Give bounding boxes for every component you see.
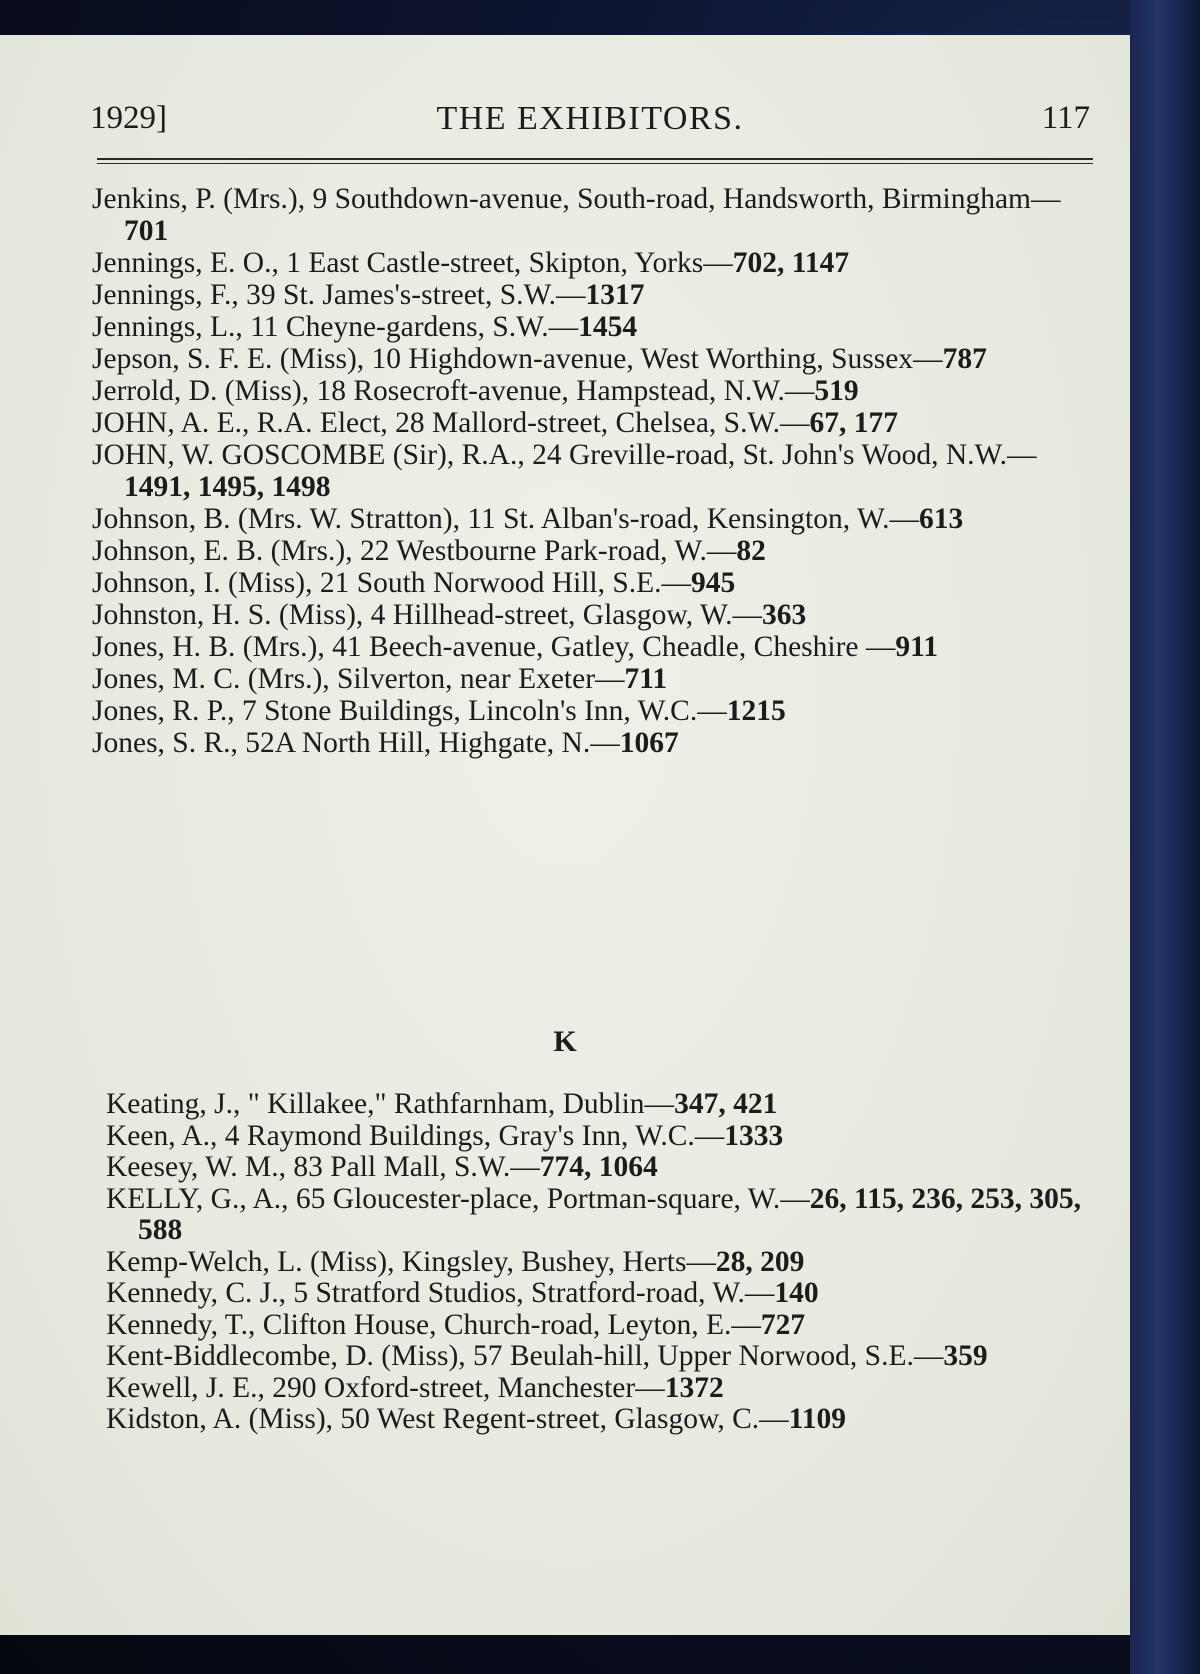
- exhibitor-address: Kemp-Welch, L. (Miss), Kingsley, Bushey, Herts—: [106, 1245, 716, 1278]
- exhibitor-address: Kennedy, T., Clifton House, Church-road, Leyton, E.—: [106, 1308, 761, 1341]
- catalogue-numbers: 787: [942, 343, 987, 375]
- exhibitor-address: Johnson, B. (Mrs. W. Stratton), 11 St. Alban's-road, Kensington, W.—: [92, 503, 919, 535]
- catalogue-numbers: 28, 209: [715, 1245, 805, 1278]
- exhibitor-entry: [92, 311, 1098, 343]
- exhibitor-address: Jennings, E. O., 1 East Castle-street, Skipton, Yorks—: [92, 247, 733, 279]
- catalogue-numbers: 1491, 1495, 1498: [124, 471, 331, 503]
- exhibitor-address: JOHN, A. E., R.A. Elect, 28 Mallord-street, Chelsea, S.W.—: [92, 407, 810, 439]
- exhibitor-address: Keesey, W. M., 83 Pall Mall, S.W.—: [106, 1151, 540, 1183]
- exhibitor-list-j: [92, 183, 1098, 759]
- catalogue-numbers: 1215: [726, 695, 786, 727]
- exhibitor-entry: [92, 535, 1098, 567]
- page-title: THE EXHIBITORS.: [436, 100, 744, 137]
- exhibitor-entry: [106, 1121, 1102, 1153]
- exhibitor-address: Jennings, F., 39 St. James's-street, S.W.—: [92, 279, 586, 311]
- exhibitor-address: KELLY, G., A., 65 Gloucester-place, Portman-square, W.—: [106, 1182, 810, 1215]
- catalogue-numbers: 359: [943, 1340, 988, 1372]
- exhibitor-address: Keen, A., 4 Raymond Buildings, Gray's Inn, W.C.—: [106, 1119, 725, 1152]
- header-rule: [97, 158, 1093, 160]
- exhibitor-entry: [92, 247, 1098, 279]
- exhibitor-address: Jerrold, D. (Miss), 18 Rosecroft-avenue, Hampstead, N.W.—: [92, 375, 815, 407]
- exhibitor-address: Kewell, J. E., 290 Oxford-street, Manchester—: [106, 1371, 665, 1404]
- exhibitor-entry: [92, 375, 1098, 407]
- catalogue-numbers: 1372: [664, 1371, 724, 1404]
- exhibitor-entry: [92, 599, 1098, 631]
- catalogue-numbers: 82: [736, 535, 766, 567]
- catalogue-numbers: 613: [918, 503, 964, 535]
- exhibitor-address: JOHN, W. GOSCOMBE (Sir), R.A., 24 Greville-road, St. John's Wood, N.W.—: [92, 439, 1037, 471]
- header-rule-thin: [97, 163, 1093, 164]
- book-page: [0, 35, 1130, 1635]
- exhibitor-entry: [92, 727, 1098, 759]
- exhibitor-entry: [92, 279, 1098, 311]
- exhibitor-entry: [92, 183, 1098, 247]
- exhibitor-address: Johnston, H. S. (Miss), 4 Hillhead-street, Glasgow, W.—: [92, 599, 763, 631]
- exhibitor-address: Kidston, A. (Miss), 50 West Regent-street, Glasgow, C.—: [106, 1403, 789, 1435]
- exhibitor-address: Jones, M. C. (Mrs.), Silverton, near Exeter—: [92, 663, 625, 695]
- exhibitor-entry: [106, 1310, 1102, 1342]
- catalogue-numbers: 774, 1064: [539, 1151, 658, 1183]
- exhibitor-address: Jones, H. B. (Mrs.), 41 Beech-avenue, Gatley, Cheadle, Cheshire —: [92, 631, 896, 663]
- catalogue-numbers: 911: [895, 631, 939, 663]
- catalogue-numbers: 945: [691, 567, 736, 599]
- page-number: 117: [1041, 100, 1090, 136]
- exhibitor-entry: [106, 1373, 1102, 1405]
- exhibitor-entry: [92, 343, 1098, 375]
- exhibitor-entry: [92, 567, 1098, 599]
- exhibitor-entry: [106, 1089, 1102, 1121]
- catalogue-numbers: 1067: [619, 727, 679, 759]
- exhibitor-entry: [92, 631, 1098, 663]
- catalogue-numbers: 26, 115, 236, 253, 305, 588: [138, 1182, 1082, 1246]
- exhibitor-entry: [92, 407, 1098, 439]
- catalogue-numbers: 702, 1147: [732, 247, 850, 279]
- exhibitor-address: Jenkins, P. (Mrs.), 9 Southdown-avenue, South-road, Handsworth, Birmingham—: [92, 183, 1061, 215]
- exhibitor-entry: [92, 663, 1098, 695]
- book-cover-edge: [1130, 0, 1200, 1674]
- catalogue-numbers: 67, 177: [809, 407, 898, 439]
- exhibitor-address: Johnson, E. B. (Mrs.), 22 Westbourne Park-road, W.—: [92, 535, 737, 567]
- exhibitor-entry: [92, 695, 1098, 727]
- catalogue-numbers: 347, 421: [674, 1088, 778, 1120]
- catalogue-numbers: 1109: [788, 1403, 847, 1435]
- catalogue-numbers: 1454: [578, 311, 638, 343]
- exhibitor-entry: [106, 1341, 1102, 1373]
- exhibitor-address: Kent-Biddlecombe, D. (Miss), 57 Beulah-hill, Upper Norwood, S.E.—: [106, 1340, 944, 1372]
- exhibitor-entry: [106, 1278, 1102, 1310]
- catalogue-numbers: 727: [760, 1308, 806, 1341]
- catalogue-numbers: 711: [624, 663, 668, 695]
- exhibitor-address: Jepson, S. F. E. (Miss), 10 Highdown-avenue, West Worthing, Sussex—: [92, 343, 943, 375]
- exhibitor-entry: [92, 439, 1098, 503]
- catalogue-numbers: 363: [762, 599, 807, 631]
- catalogue-numbers: 1333: [724, 1119, 784, 1152]
- exhibitor-address: Jones, R. P., 7 Stone Buildings, Lincoln's Inn, W.C.—: [92, 695, 727, 727]
- exhibitor-address: Johnson, I. (Miss), 21 South Norwood Hill, S.E.—: [92, 567, 692, 599]
- catalogue-numbers: 1317: [585, 279, 645, 311]
- exhibitor-entry: [106, 1184, 1102, 1247]
- exhibitor-entry: [106, 1404, 1102, 1436]
- header-year: 1929]: [90, 100, 167, 136]
- section-heading-k: K: [553, 1025, 577, 1058]
- running-header: [90, 100, 1090, 148]
- exhibitor-address: Jones, S. R., 52A North Hill, Highgate, N.—: [92, 727, 620, 759]
- catalogue-numbers: 519: [814, 375, 859, 407]
- exhibitor-address: Kennedy, C. J., 5 Stratford Studios, Stratford-road, W.—: [106, 1277, 775, 1309]
- catalogue-numbers: 701: [124, 215, 169, 247]
- exhibitor-address: Keating, J., " Killakee," Rathfarnham, Dublin—: [106, 1088, 675, 1120]
- exhibitor-address: Jennings, L., 11 Cheyne-gardens, S.W.—: [92, 311, 579, 343]
- exhibitor-entry: [92, 503, 1098, 535]
- catalogue-numbers: 140: [774, 1277, 819, 1309]
- exhibitor-entry: [106, 1152, 1102, 1184]
- exhibitor-entry: [106, 1247, 1102, 1279]
- exhibitor-list-k: [106, 1089, 1102, 1436]
